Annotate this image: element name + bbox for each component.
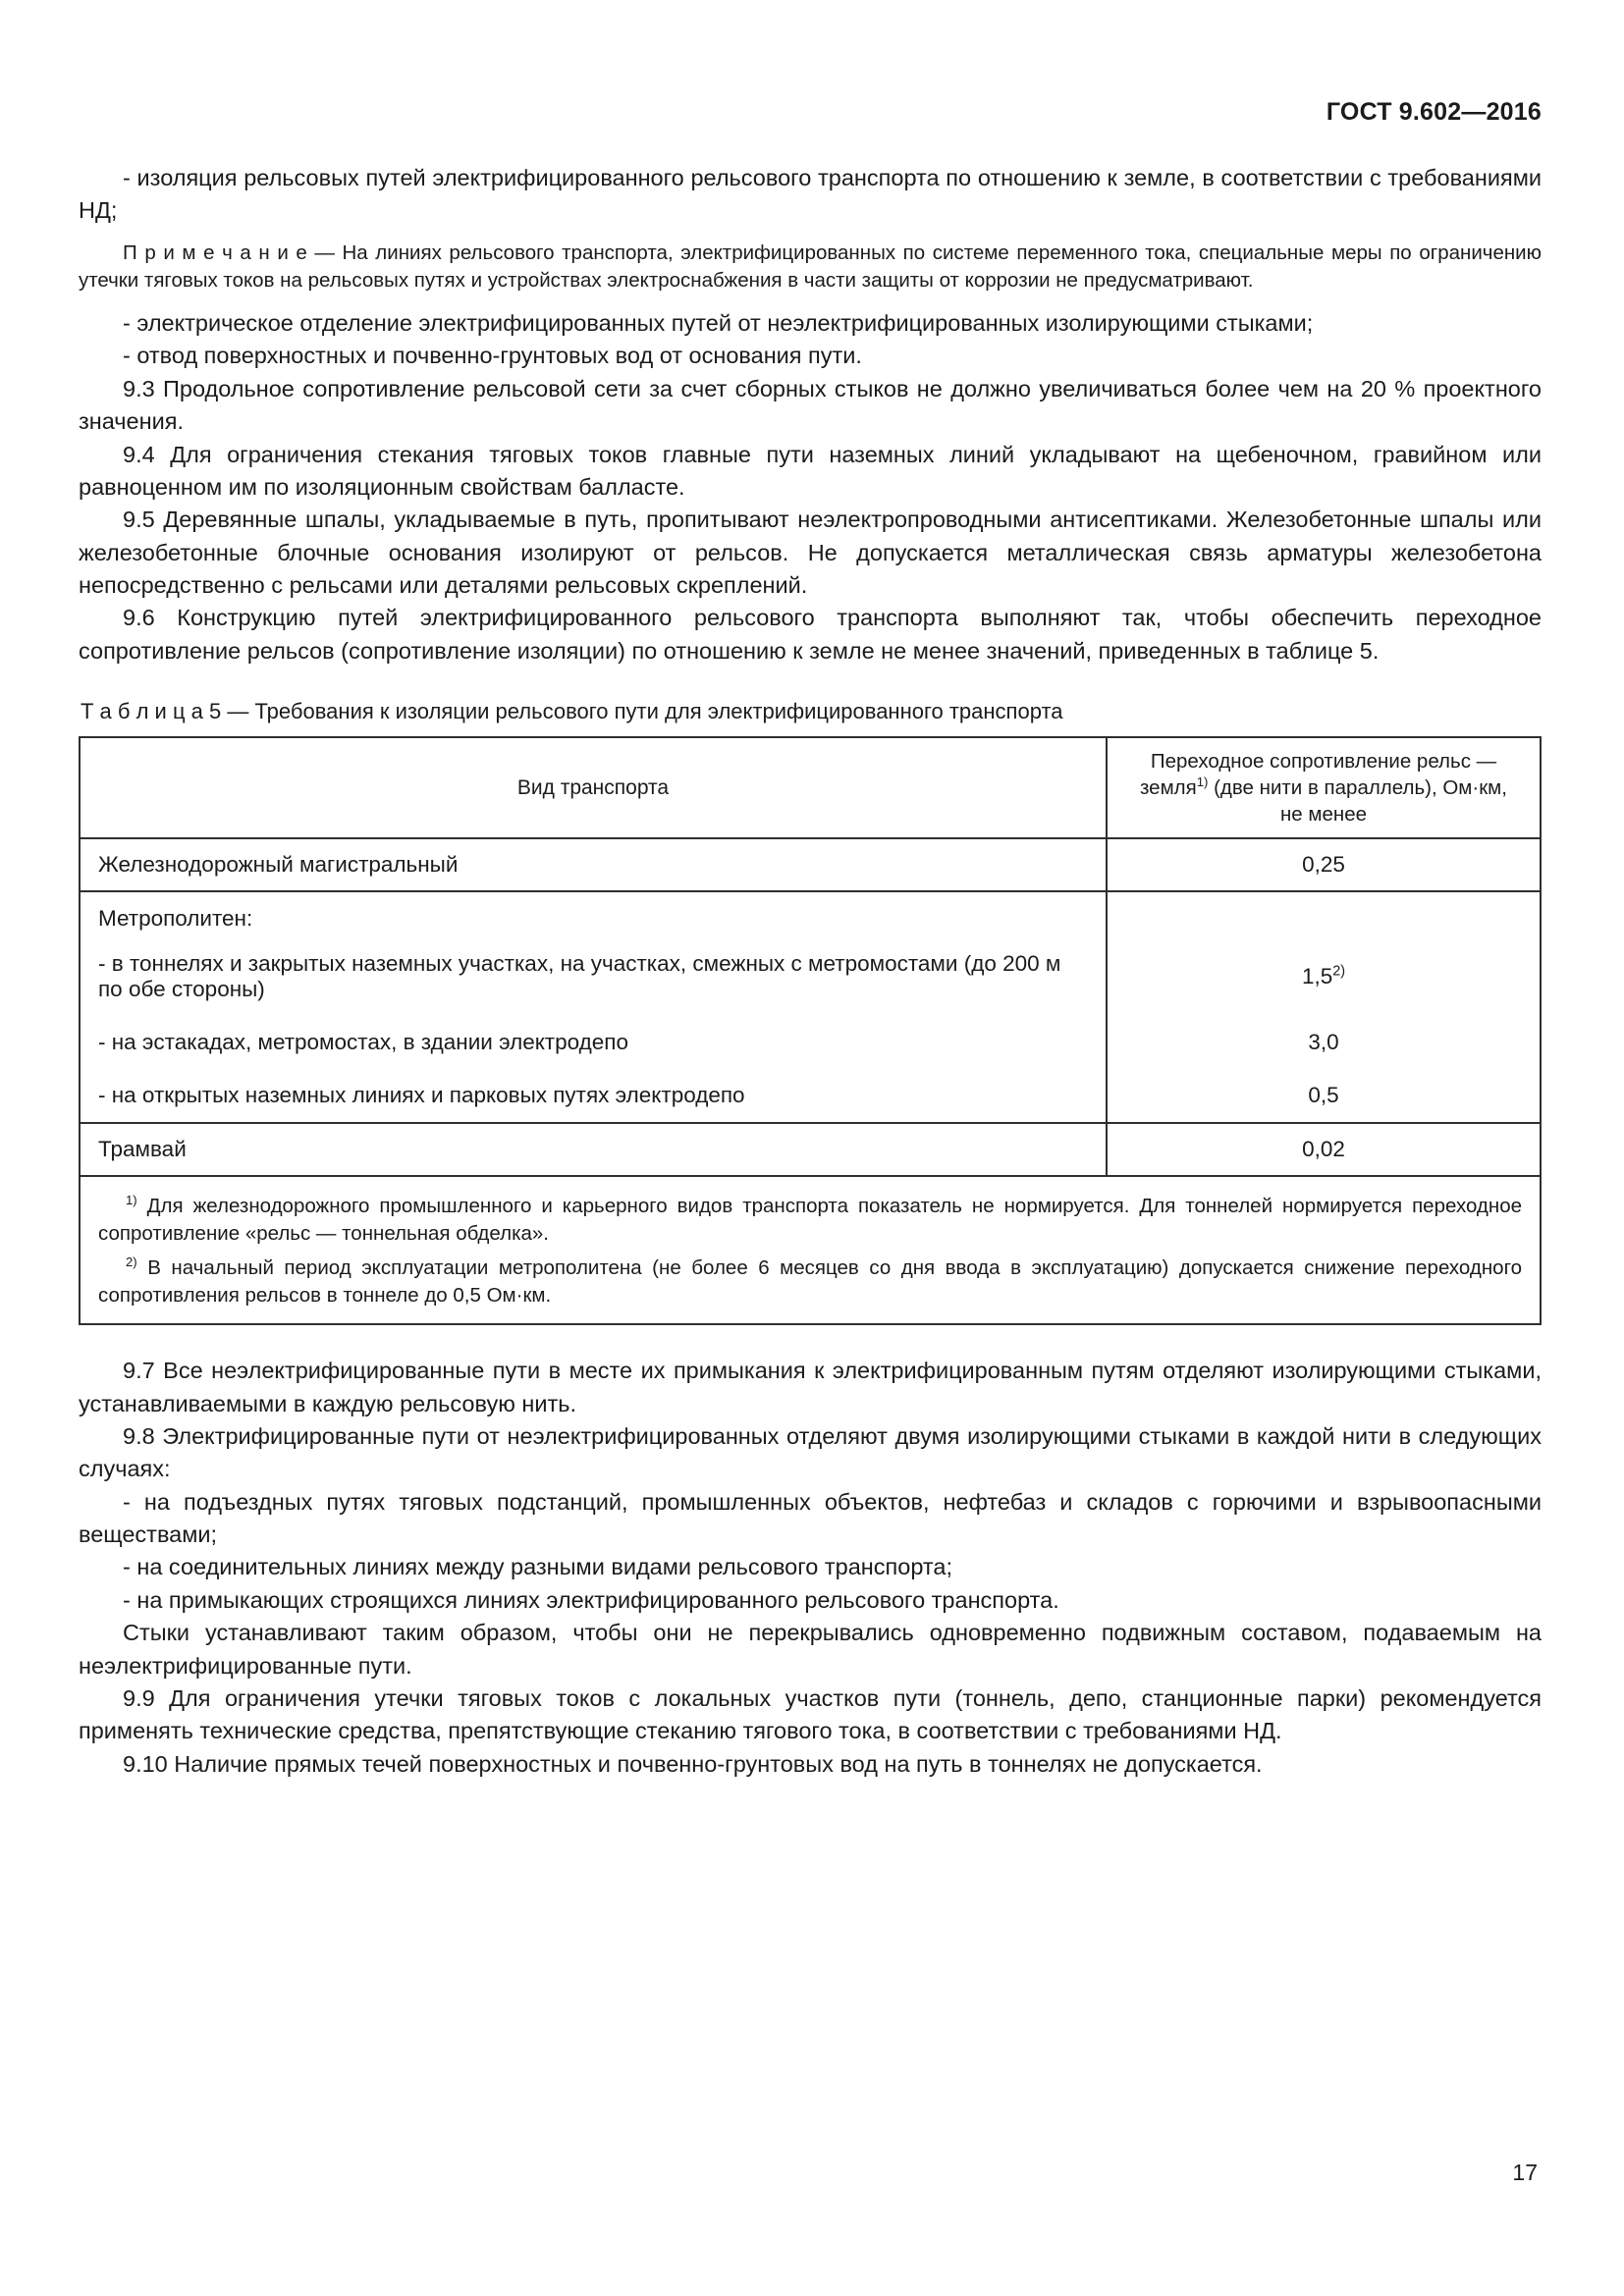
row-label: - на эстакадах, метромостах, в здании электродепо [81,1016,1108,1069]
value-number: 3,0 [1308,1030,1339,1055]
footnote-2-text: В начальный период эксплуатации метрополитена (не более 6 месяцев со дня ввода в эксплуатацию) допускается снижение переходного сопротивления рельсов в тоннеле до 0,5 Ом·км. [98,1255,1522,1308]
table-row-metro-tunnels [81,937,1540,1016]
footnote-ref-1-icon: 1) [1196,774,1209,790]
value-number: 0,02 [1302,1137,1345,1162]
table-5 [79,736,1542,1325]
value-footnote-marker: 2) [1332,963,1346,980]
row-value-text [1302,1137,1345,1162]
paragraph-9-8-item-2: - на соединительных линиях между разными видами рельсового транспорта; [123,1554,952,1580]
header-resistance-label [1129,748,1518,828]
row-value [1108,937,1540,1016]
table-row-metro-open-lines [81,1069,1540,1122]
paragraph-9-8-item-1: - на подъездных путях тяговых подстанций, промышленных объектов, нефтебаз и складов с горючими и взрывоопасными веществами; [79,1488,1542,1548]
row-value [1108,1069,1540,1122]
row-value [1108,1016,1540,1069]
header-resistance-text: Переходное сопротивление рельс — земля [1140,750,1497,800]
section-after-table [79,1355,1542,1781]
value-number: 0,25 [1302,852,1345,878]
row-value-text [1308,1083,1338,1108]
row-label: Трамвай [81,1124,1108,1175]
paragraph-joints-placement: Стыки устанавливают таким образом, чтобы они не перекрывались одновременно подвижным составом, подаваемым на неэлектрифицированные пути. [79,1620,1542,1679]
header-cell-transport-type [81,738,1108,837]
row-value [1108,892,1540,937]
footnote-1-text: Для железнодорожного промышленного и карьерного видов транспорта показатель не нормируется. Для тоннелей нормируется переходное сопротивление «рельс — тоннельная обделка». [98,1195,1522,1246]
note-paragraph: П р и м е ч а н и е — На линиях рельсового транспорта, электрифицированных по системе переменного тока, специальные меры по ограничению утечки тяговых токов на рельсовых путях и устройствах электроснабжения в части защиты от коррозии не предусматривают. [79,240,1542,293]
header-transport-type-label: Вид транспорта [516,775,670,799]
table-row-metro-overpasses [81,1016,1540,1069]
doc-code: ГОСТ 9.602—2016 [1326,98,1542,126]
row-label: Железнодорожный магистральный [81,839,1108,890]
paragraph-9-9: 9.9 Для ограничения утечки тяговых токов с локальных участков пути (тоннель, депо, станционные парки) рекомендуется применять технические средства, препятствующие стеканию тягового тока, в соответствии с требованиями НД. [79,1684,1542,1744]
paragraph-9-8: 9.8 Электрифицированные пути от неэлектрифицированных отделяют двумя изолирующими стыками в каждой нити в следующих случаях: [79,1423,1542,1482]
row-value [1108,1124,1540,1175]
footnote-1-marker: 1) [126,1193,137,1208]
paragraph-9-7: 9.7 Все неэлектрифицированные пути в месте их примыкания к электрифицированным путям отделяют изолирующими стыками, устанавливаемыми в каждую рельсовую нить. [79,1358,1542,1416]
row-label: - в тоннелях и закрытых наземных участках, на участках, смежных с метромостами (до 200 м по обе стороны) [81,937,1108,1016]
table-title: Т а б л и ц а 5 — Требования к изоляции рельсового пути для электрифицированного транспорта [81,699,1063,724]
row-value-text [1302,964,1345,989]
row-value-text [1308,1030,1338,1055]
paragraph-9-4: 9.4 Для ограничения стекания тяговых токов главные пути наземных линий укладывают на щебеночном, гравийном или равноценном им по изоляционным свойствам балласте. [79,441,1542,500]
footnote-2-marker: 2) [126,1254,137,1269]
table-row-tram [81,1124,1540,1177]
header-resistance-text-tail: (две нити в параллель), Ом·км, не менее [1208,776,1507,827]
paragraph-water-drainage: - отвод поверхностных и почвенно-грунтовых вод от основания пути. [123,343,862,369]
footnote-2 [98,1255,1522,1310]
table-rowgroup-metro [81,892,1540,1124]
page-number: 17 [1512,2160,1538,2185]
table-header-row [81,738,1540,839]
paragraph-rail-isolation: - изоляция рельсовых путей электрифицированного рельсового транспорта по отношению к земле, в соответствии с требованиями НД; [79,165,1542,224]
paragraph-9-3: 9.3 Продольное сопротивление рельсовой сети за счет сборных стыков не должно увеличиваться более чем на 20 % проектного значения. [79,375,1542,435]
header-cell-resistance [1108,738,1540,837]
footnote-1 [98,1193,1522,1249]
value-number: 1,5 [1301,964,1333,989]
row-label: Метрополитен: [81,892,1108,937]
row-label: - на открытых наземных линиях и парковых путях электродепо [81,1069,1108,1122]
table-row-railway-mainline [81,839,1540,892]
paragraph-9-10: 9.10 Наличие прямых течей поверхностных и почвенно-грунтовых вод на путь в тоннелях не допускается. [123,1750,1263,1777]
row-value-text [1302,852,1345,878]
table-row-metro-heading [81,892,1540,937]
value-number: 0,5 [1308,1083,1339,1108]
paragraph-electrical-separation: - электрическое отделение электрифицированных путей от неэлектрифицированных изолирующими стыками; [123,310,1314,337]
row-value [1108,839,1540,890]
table-footnotes [81,1177,1540,1323]
paragraph-9-5: 9.5 Деревянные шпалы, укладываемые в путь, пропитывают неэлектропроводными антисептиками. Железобетонные шпалы или железобетонные блочные основания изолируют от рельсов. Не допускается металлическая связь арматуры железобетона непосредственно с рельсами или деталями рельсовых скреплений. [79,507,1542,598]
paragraph-9-8-item-3: - на примыкающих строящихся линиях электрифицированного рельсового транспорта. [123,1586,1059,1613]
paragraph-9-6: 9.6 Конструкцию путей электрифицированного рельсового транспорта выполняют так, чтобы обеспечить переходное сопротивление рельсов (сопротивление изоляции) по отношению к земле не менее значений, приведенных в таблице 5. [79,605,1542,664]
